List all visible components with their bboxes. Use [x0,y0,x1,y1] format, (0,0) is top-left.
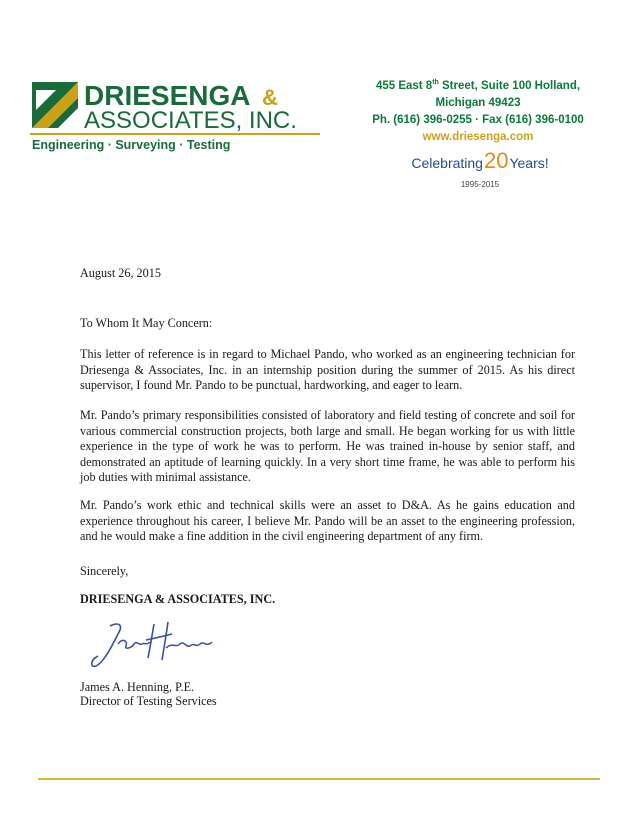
letter-date: August 26, 2015 [80,266,161,280]
paragraph-2: Mr. Pando’s primary responsibilities consisted of laboratory and field testing of concrete and soil for various commercial construction projects, both large and small. He began working for us with little experience in the type of work he was to perform. He was trained in-house by senior staff, and demonstrated an aptitude of learning quickly. In a very short time frame, he was able to perform his job duties with minimal assistance. [80,408,575,484]
phone-fax: Ph. (616) 396-0255 · Fax (616) 396-0100 [372,113,584,126]
company-logo [30,68,330,158]
logo-graphic [30,68,330,158]
handwritten-signature [88,618,218,674]
signer-title: Director of Testing Services [80,694,217,708]
salutation: To Whom It May Concern: [80,316,213,330]
logo-ampersand: & [262,85,278,110]
closing: Sincerely, [80,564,129,578]
footer-rule [38,778,600,780]
company-signature: DRIESENGA & ASSOCIATES, INC. [80,592,276,606]
logo-emblem-icon [32,82,78,128]
logo-company-line2: ASSOCIATES, INC. [84,107,297,134]
paragraph-3: Mr. Pando’s work ethic and technical skills were an asset to D&A. As he gains education and experience throughout his career, I believe Mr. Pando will be an asset to the engineering profession, and he would make a fine addition in the civil engineering department of any firm. [80,498,575,543]
address-line2: Michigan 49423 [435,96,521,109]
website-link[interactable]: www.driesenga.com [422,130,534,143]
anniversary-number: 20 [483,148,509,173]
address-line1: 455 East 8th Street, Suite 100 Holland, [375,79,581,92]
logo-company-line1: DRIESENGA [84,80,251,111]
paragraph-1: This letter of reference is in regard to Michael Pando, who worked as an engineering technician for Driesenga & Associates, Inc. in an internship position during the summer of 2015. As his direct supervisor, I found Mr. Pando to be punctual, hardworking, and eager to learn. [80,347,575,392]
logo-services: Engineering · Surveying · Testing [32,138,231,152]
signer-name: James A. Henning, P.E. [80,680,195,694]
anniversary-banner: Celebrating20Years! [411,148,549,173]
address-block [360,74,596,146]
anniversary-years: 1995-2015 [460,180,500,189]
signature-graphic [88,618,218,674]
